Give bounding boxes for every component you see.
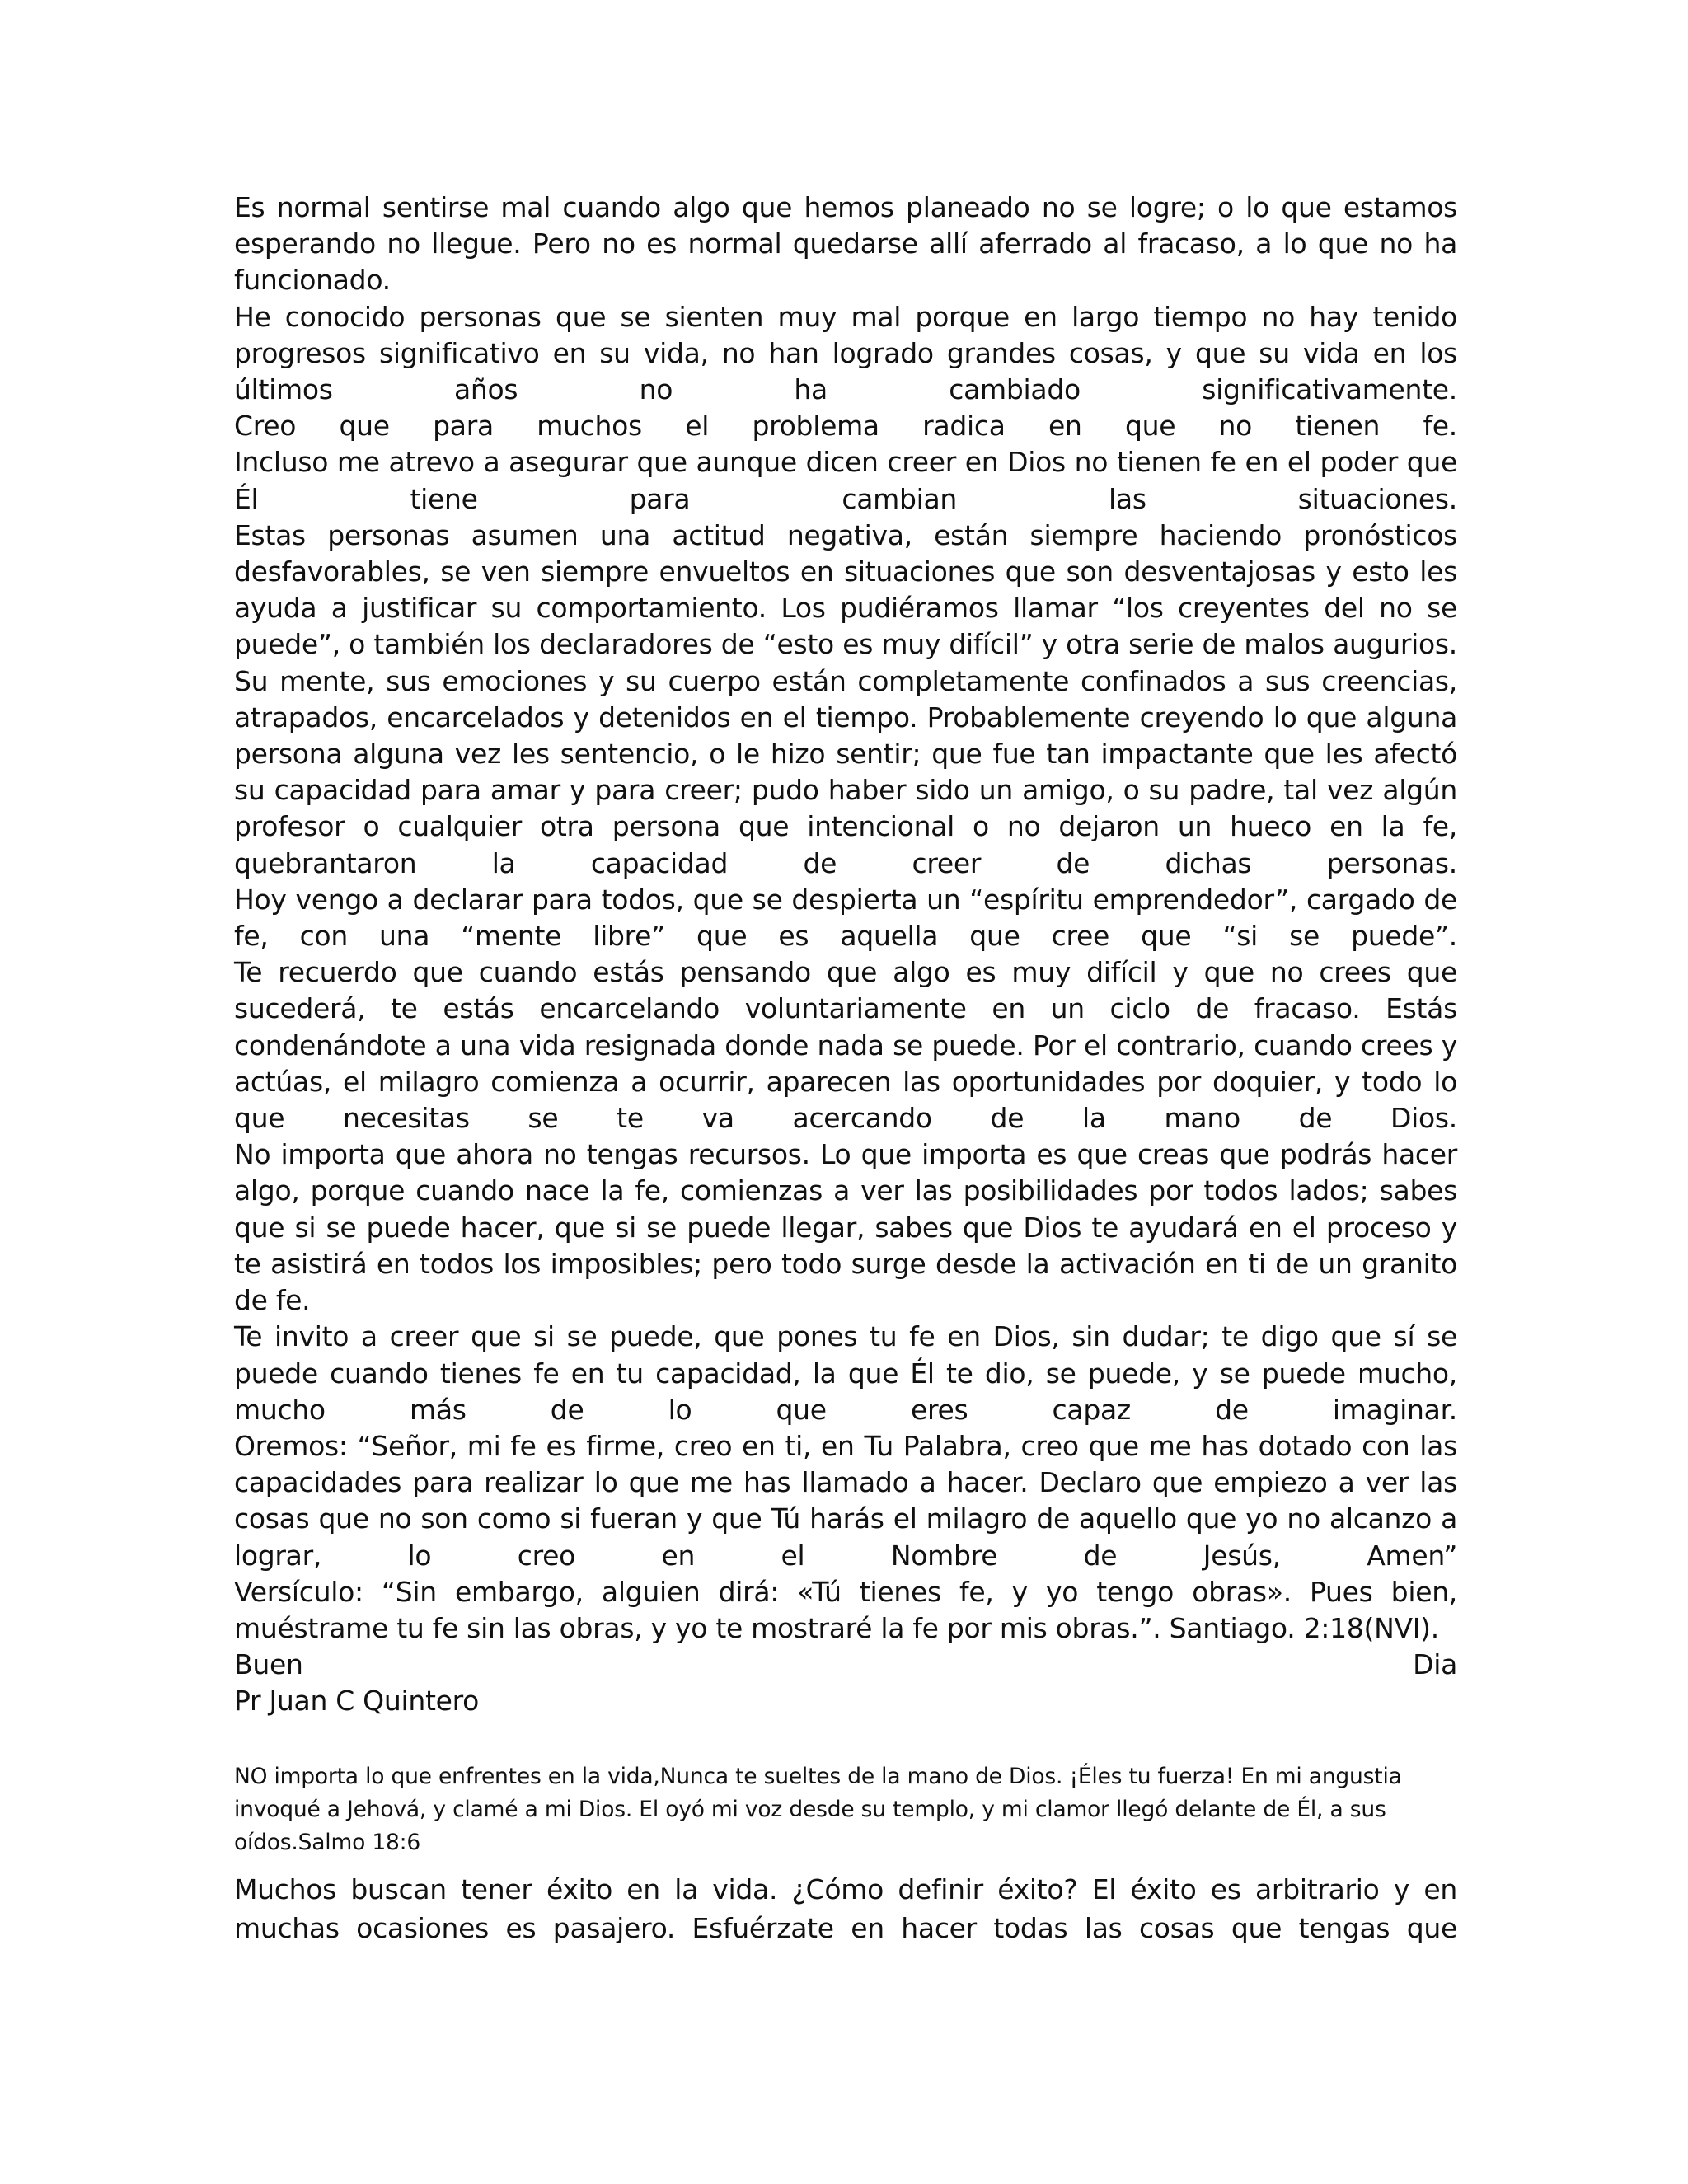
devotional-body [234,190,1457,1720]
closing-paragraph: Muchos buscan tener éxito en la vida. ¿Cómo definir éxito? El éxito es arbitrario y en muchas ocasiones es pasajero. Esfuérzate en hacer todas las cosas que tengas que [234,1873,1457,1944]
author-signature: Pr Juan C Quintero [234,1685,480,1718]
paragraph-9: Te invito a creer que si se puede, que pones tu fe en Dios, sin dudar; te digo que sí se puede cuando tienes fe en tu capacidad, la que Él te dio, se puede, y se puede mucho, mucho más de lo que eres capaz de imaginar. [234,1320,1457,1426]
paragraph-6: Hoy vengo a declarar para todos, que se despierta un “espíritu emprendedor”, cargado de fe, con una “mente libre” que es aquella que cree que “si se puede”. [234,883,1457,953]
paragraph-8: No importa que ahora no tengas recursos. Lo que importa es que creas que podrás hacer algo, porque cuando nace la fe, comienzas a ver las posibilidades por todos lados; sabes que si se puede hacer, que si se puede llegar, sabes que Dios te ayudará en el proceso y te asistirá en todos los imposibles; pero todo surge desde la activación en ti de un granito de fe. [234,1138,1457,1317]
paragraph-2: He conocido personas que se sienten muy mal porque en largo tiempo no hay tenido progresos significativo en su vida, no han logrado grandes cosas, y que su vida en los últimos años no ha cambiado significativamente. [234,300,1457,406]
psalm-note [234,1760,1457,1859]
paragraph-4: Incluso me atrevo a asegurar que aunque dicen creer en Dios no tienen fe en el poder que Él tiene para cambian las situaciones. [234,446,1457,515]
verse-paragraph: Versículo: “Sin embargo, alguien dirá: «Tú tienes fe, y yo tengo obras». Pues bien, muéstrame tu fe sin las obras, y yo te mostraré la fe por mis obras.”. Santiago. 2:18(NVI). [234,1575,1457,1644]
paragraph-5: Estas personas asumen una actitud negativa, están siempre haciendo pronósticos desfavorables, se ven siempre envueltos en situaciones que son desventajosas y esto les ayuda a justificar su comportamiento. Los pudiéramos llamar “los creyentes del no se puede”, o también los declaradores de “esto es muy difícil” y otra serie de malos augurios. Su mente, sus emociones y su cuerpo están completamente confinados a sus creencias, atrapados, encarcelados y detenidos en el tiempo. Probablemente creyendo lo que alguna persona alguna vez les sentencio, o le hizo sentir; que fue tan impactante que les afectó su capacidad para amar y para creer; pudo haber sido un amigo, o su padre, tal vez algún profesor o cualquier otra persona que intencional o no dejaron un hueco en la fe, quebrantaron la capacidad de creer de dichas personas. [234,518,1457,879]
paragraph-3: Creo que para muchos el problema radica en que no tienen fe. [234,410,1457,443]
paragraph-7: Te recuerdo que cuando estás pensando que algo es muy difícil y que no crees que sucederá, te estás encarcelando voluntariamente en un ciclo de fracaso. Estás condenándote a una vida resignada donde nada se puede. Por el contrario, cuando crees y actúas, el milagro comienza a ocurrir, aparecen las oportunidades por doquier, y todo lo que necesitas se te va acercando de la mano de Dios. [234,956,1457,1135]
closing-section [234,1871,1457,1947]
greeting: Buen Dia [234,1648,1457,1681]
prayer-paragraph: Oremos: “Señor, mi fe es firme, creo en ti, en Tu Palabra, creo que me has dotado con las capacidades para realizar lo que me has llamado a hacer. Declaro que empiezo a ver las cosas que no son como si fueran y que Tú harás el milagro de aquello que yo no alcanzo a lograr, lo creo en el Nombre de Jesús, Amen” [234,1429,1457,1572]
psalm-note-text: NO importa lo que enfrentes en la vida,Nunca te sueltes de la mano de Dios. ¡Éles tu fuerza! En mi angustia invoqué a Jehová, y clamé a mi Dios. El oyó mi voz desde su templo, y mi clamor llegó delante de Él, a sus oídos.Salmo 18:6 [234,1764,1402,1855]
paragraph-1: Es normal sentirse mal cuando algo que hemos planeado no se logre; o lo que estamos esperando no llegue. Pero no es normal quedarse allí aferrado al fracaso, a lo que no ha funcionado. [234,191,1457,297]
